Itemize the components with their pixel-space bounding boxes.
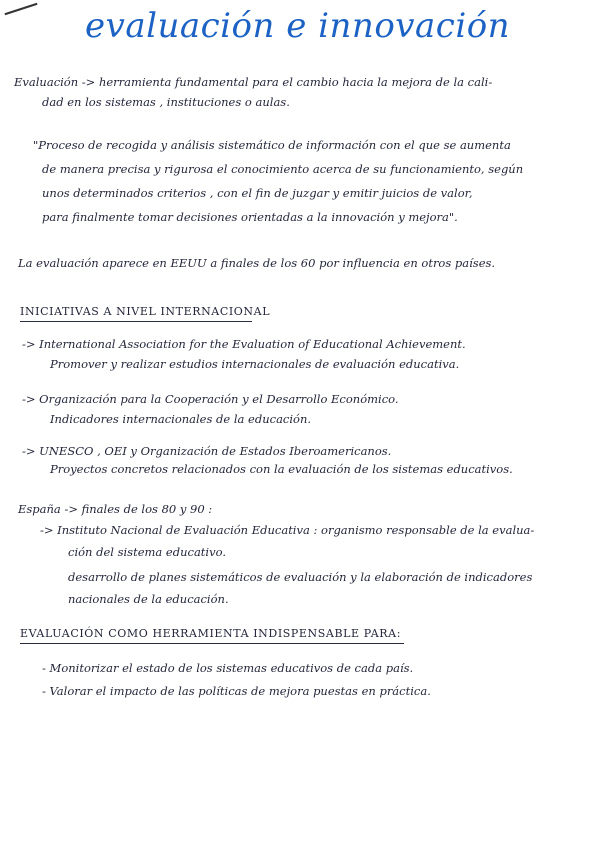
international-item-1-detail: Promover y realizar estudios internacionales de evaluación educativa. <box>50 357 460 371</box>
international-item-3-detail: Proyectos concretos relacionados con la evaluación de los sistemas educativos. <box>50 462 513 476</box>
international-item-1: -> International Association for the Evaluation of Educational Achievement. <box>22 337 466 351</box>
intro-line-2: dad en los sistemas , instituciones o aulas. <box>42 95 290 109</box>
spain-line-3: ción del sistema educativo. <box>68 545 226 559</box>
international-item-2: -> Organización para la Cooperación y el Desarrollo Económico. <box>22 392 399 406</box>
intro-line-1: Evaluación -> herramienta fundamental para el cambio hacia la mejora de la cali- <box>14 75 493 89</box>
international-item-3: -> UNESCO , OEI y Organización de Estados Iberoamericanos. <box>22 444 392 458</box>
spain-line-2: -> Instituto Nacional de Evaluación Educativa : organismo responsable de la evalua- <box>40 523 535 537</box>
international-heading-underline <box>20 321 252 322</box>
origin-line: La evaluación aparece en EEUU a finales de los 60 por influencia en otros países. <box>18 256 496 270</box>
quote-line-1: "Proceso de recogida y análisis sistemático de información con el que se aumenta <box>33 138 511 152</box>
quote-line-2: de manera precisa y rigurosa el conocimiento acerca de su funcionamiento, según <box>42 162 524 176</box>
spain-line-4: desarrollo de planes sistemáticos de evaluación y la elaboración de indicadores <box>68 570 533 584</box>
tool-heading: EVALUACIÓN COMO HERRAMIENTA INDISPENSABLE PARA: <box>20 627 402 640</box>
pen-mark <box>5 3 38 15</box>
international-heading: INICIATIVAS A NIVEL INTERNACIONAL <box>20 305 271 318</box>
quote-line-4: para finalmente tomar decisiones orientadas a la innovación y mejora". <box>42 210 458 224</box>
tool-item-1: - Monitorizar el estado de los sistemas educativos de cada país. <box>42 661 414 675</box>
quote-line-3: unos determinados criterios , con el fin de juzgar y emitir juicios de valor, <box>42 186 473 200</box>
tool-item-2: - Valorar el impacto de las políticas de mejora puestas en práctica. <box>42 684 431 698</box>
tool-heading-underline <box>20 643 404 644</box>
page-title: evaluación e innovación <box>85 6 511 46</box>
spain-line-5: nacionales de la educación. <box>68 592 229 606</box>
spain-line-1: España -> finales de los 80 y 90 : <box>18 502 213 516</box>
international-item-2-detail: Indicadores internacionales de la educación. <box>50 412 312 426</box>
